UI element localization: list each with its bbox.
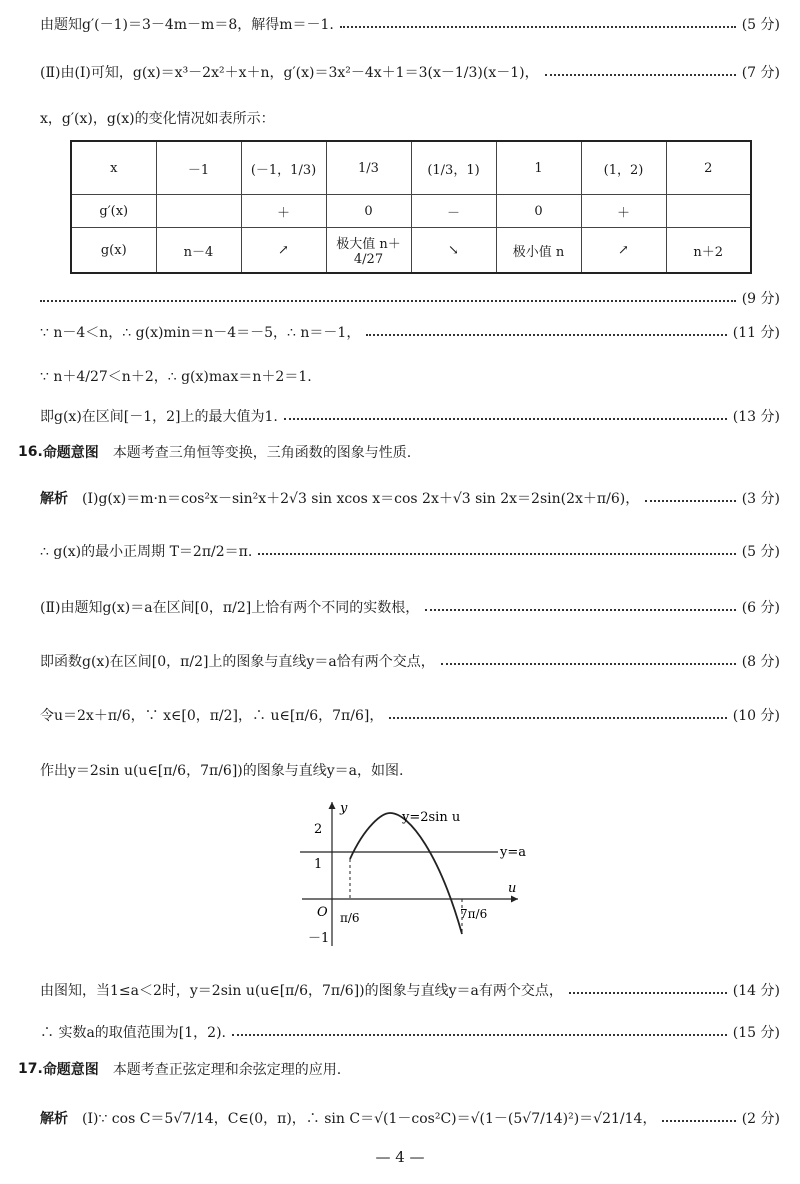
variation-table	[70, 140, 752, 274]
table-cell: x	[71, 141, 156, 195]
table-cell: n＋2	[666, 228, 751, 274]
table-row	[71, 195, 751, 228]
origin-label: O	[317, 905, 328, 920]
table-cell: ↘	[411, 228, 496, 274]
tick-x-label: 7π/6	[460, 907, 488, 921]
y-axis-label: y	[340, 801, 348, 816]
table-cell: g′(x)	[71, 195, 156, 228]
solution-line: 解析 (Ⅰ)g(x)＝m·n＝cos²x－sin²x＋2√3 sin xcos x＝cos 2x＋√3 sin 2x＝2sin(2x＋π/6)， (3 分)	[40, 491, 780, 507]
table-cell	[156, 195, 241, 228]
table-row	[71, 228, 751, 274]
page-number: — 4 —	[375, 1148, 425, 1166]
table-cell: (1，2)	[581, 141, 666, 195]
table-cell: n－4	[156, 228, 241, 274]
table-cell: 1	[496, 141, 581, 195]
tick-x-label: π/6	[340, 911, 360, 925]
solution-line: ∴ g(x)的最小正周期 T＝2π/2＝π. (5 分)	[40, 544, 780, 560]
curve-label: y=2sin u	[402, 810, 461, 825]
table-cell: 1/3	[326, 141, 411, 195]
solution-line: 作出y＝2sin u(u∈[π/6，7π/6])的图象与直线y＝a，如图.	[40, 763, 404, 779]
question-16-heading: 16. 命题意图 本题考查三角恒等变换，三角函数的图象与性质.	[18, 444, 412, 461]
solution-line: 解析 (Ⅰ)∵ cos C＝5√7/14，C∈(0，π)，∴ sin C＝√(1－cos²C)＝√(1－(5√7/14)²)＝√21/14， (2 分)	[40, 1111, 780, 1127]
table-cell: ＋	[581, 195, 666, 228]
solution-line: (Ⅱ)由(Ⅰ)可知，g(x)＝x³－2x²＋x＋n，g′(x)＝3x²－4x＋1＝3(x－1/3)(x－1)， (7 分)	[40, 65, 780, 81]
solution-line: 令u＝2x＋π/6，∵ x∈[0，π/2]，∴ u∈[π/6，7π/6]， (10 分)	[40, 708, 780, 724]
question-17-heading: 17. 命题意图 本题考查正弦定理和余弦定理的应用.	[18, 1061, 342, 1078]
u-axis-label: u	[508, 881, 517, 896]
table-cell: ↗	[581, 228, 666, 274]
table-cell: －1	[156, 141, 241, 195]
tick-y-label: 2	[314, 822, 323, 837]
table-cell: (1/3，1)	[411, 141, 496, 195]
table-cell: ＋	[241, 195, 326, 228]
solution-line: 由图知，当1≤a＜2时，y＝2sin u(u∈[π/6，7π/6])的图象与直线y＝a有两个交点， (14 分)	[40, 983, 780, 999]
sine-graph	[290, 796, 530, 956]
table-cell: 2	[666, 141, 751, 195]
solution-line: (Ⅱ)由题知g(x)＝a在区间[0，π/2]上恰有两个不同的实数根， (6 分)	[40, 600, 780, 616]
table-row	[71, 141, 751, 195]
table-cell: (－1，1/3)	[241, 141, 326, 195]
sine-curve	[350, 813, 462, 934]
solution-line: 由题知g′(－1)＝3－4m－m＝8，解得m＝－1. (5 分)	[40, 17, 780, 33]
table-cell: g(x)	[71, 228, 156, 274]
solution-line: ∵ n＋4/27＜n＋2，∴ g(x)max＝n＋2＝1.	[40, 369, 312, 385]
table-cell: 0	[496, 195, 581, 228]
tick-y-label: －1	[308, 931, 330, 946]
solution-line: ∴ 实数a的取值范围为[1，2). (15 分)	[40, 1025, 780, 1041]
table-cell: 极小值 n	[496, 228, 581, 274]
table-cell: －	[411, 195, 496, 228]
line-label: y=a	[500, 845, 526, 860]
table-cell: 极大值 n＋4/27	[326, 228, 411, 274]
table-cell: ↗	[241, 228, 326, 274]
table-cell: 0	[326, 195, 411, 228]
solution-line: 即函数g(x)在区间[0，π/2]上的图象与直线y＝a恰有两个交点， (8 分)	[40, 654, 780, 670]
table-cell	[666, 195, 751, 228]
tick-y-label: 1	[314, 857, 323, 872]
solution-line: (9 分)	[40, 288, 780, 308]
solution-line: ∵ n－4＜n，∴ g(x)min＝n－4＝－5，∴ n＝－1， (11 分)	[40, 325, 780, 341]
solution-line: x，g′(x)，g(x)的变化情况如表所示：	[40, 111, 275, 127]
solution-line: 即g(x)在区间[－1，2]上的最大值为1. (13 分)	[40, 409, 780, 425]
